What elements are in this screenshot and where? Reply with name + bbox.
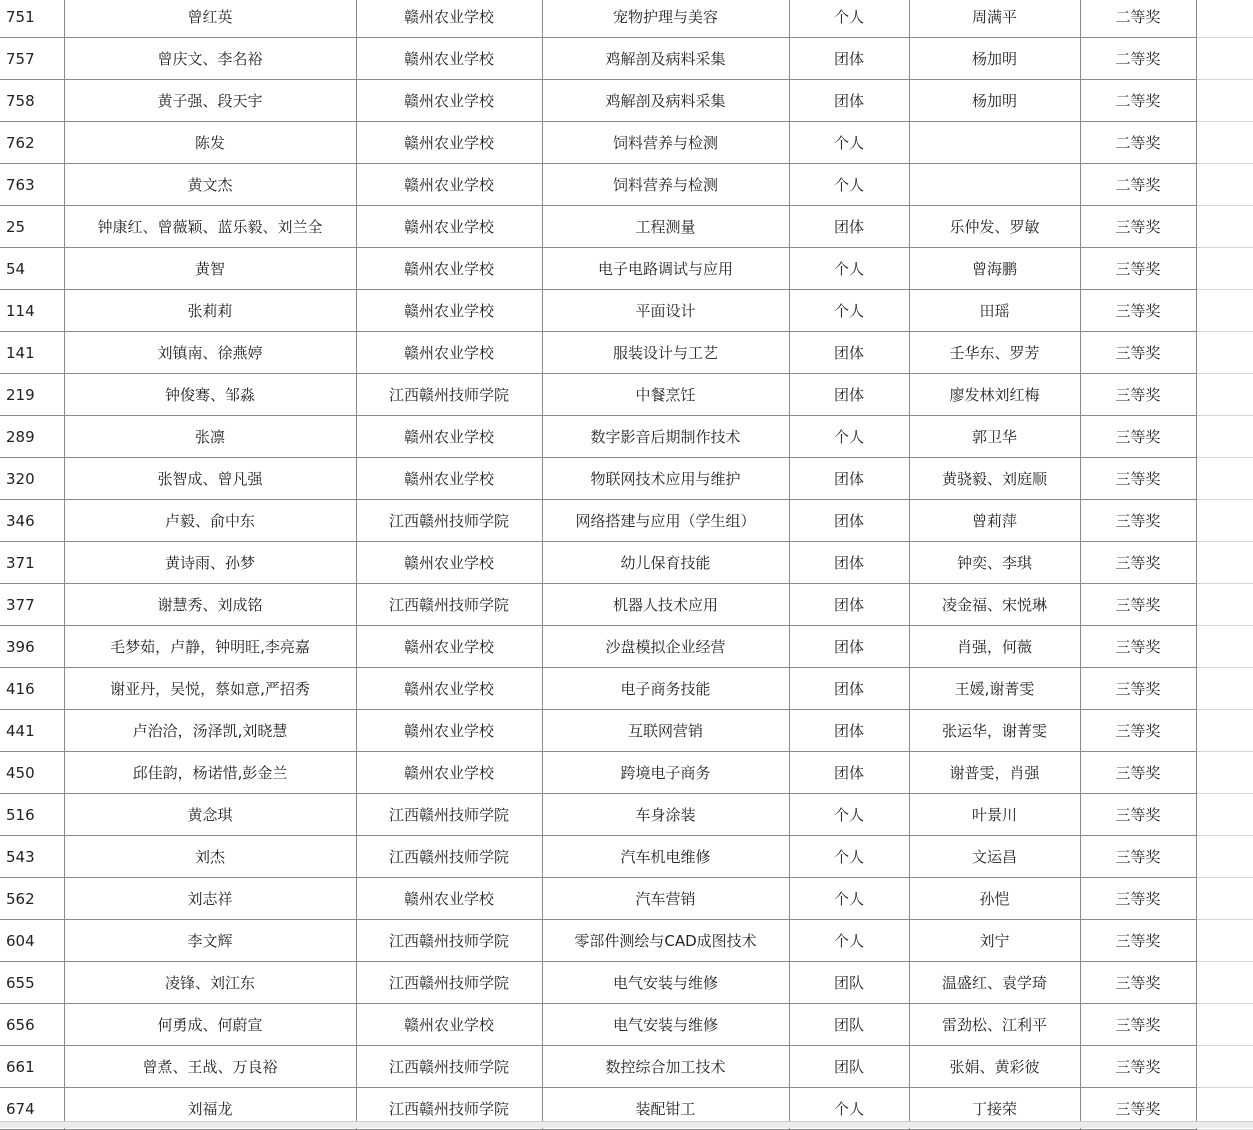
id-cell[interactable]: 604 <box>0 920 64 962</box>
award-cell[interactable]: 三等奖 <box>1080 1004 1196 1046</box>
award-cell[interactable]: 二等奖 <box>1080 164 1196 206</box>
event-cell[interactable]: 鸡解剖及病料采集 <box>542 38 789 80</box>
table-row <box>0 500 1253 542</box>
advisor-cell[interactable]: 孙恺 <box>909 878 1080 920</box>
table-row <box>0 920 1253 962</box>
type-cell[interactable]: 团体 <box>789 500 909 542</box>
empty-cell[interactable] <box>1196 248 1253 290</box>
school-cell[interactable]: 江西赣州技师学院 <box>356 1088 542 1130</box>
advisor-cell[interactable]: 曾海鹏 <box>909 248 1080 290</box>
name-cell[interactable]: 刘杰 <box>64 836 356 878</box>
type-cell[interactable]: 团体 <box>789 626 909 668</box>
advisor-cell[interactable]: 廖发林刘红梅 <box>909 374 1080 416</box>
event-cell[interactable]: 互联网营销 <box>542 710 789 752</box>
empty-cell[interactable] <box>1196 122 1253 164</box>
empty-cell[interactable] <box>1196 920 1253 962</box>
table-row <box>0 542 1253 584</box>
award-cell[interactable]: 三等奖 <box>1080 290 1196 332</box>
event-cell[interactable]: 车身涂装 <box>542 794 789 836</box>
event-cell[interactable]: 幼儿保育技能 <box>542 542 789 584</box>
award-cell[interactable]: 三等奖 <box>1080 542 1196 584</box>
school-cell[interactable]: 赣州农业学校 <box>356 0 542 38</box>
type-cell[interactable]: 团体 <box>789 584 909 626</box>
empty-cell[interactable] <box>1196 1046 1253 1088</box>
name-cell[interactable]: 刘志祥 <box>64 878 356 920</box>
event-cell[interactable]: 饲料营养与检测 <box>542 164 789 206</box>
table-row <box>0 878 1253 920</box>
id-cell[interactable]: 661 <box>0 1046 64 1088</box>
award-cell[interactable]: 三等奖 <box>1080 626 1196 668</box>
id-cell[interactable]: 416 <box>0 668 64 710</box>
award-cell[interactable]: 三等奖 <box>1080 374 1196 416</box>
name-cell[interactable]: 曾红英 <box>64 0 356 38</box>
name-cell[interactable]: 黄智 <box>64 248 356 290</box>
name-cell[interactable]: 谢慧秀、刘成铭 <box>64 584 356 626</box>
school-cell[interactable]: 赣州农业学校 <box>356 878 542 920</box>
award-cell[interactable]: 三等奖 <box>1080 962 1196 1004</box>
advisor-cell[interactable]: 乐仲发、罗敏 <box>909 206 1080 248</box>
award-cell[interactable]: 三等奖 <box>1080 752 1196 794</box>
table-row <box>0 332 1253 374</box>
id-cell[interactable]: 289 <box>0 416 64 458</box>
id-cell[interactable]: 758 <box>0 80 64 122</box>
event-cell[interactable]: 机器人技术应用 <box>542 584 789 626</box>
school-cell[interactable]: 赣州农业学校 <box>356 38 542 80</box>
name-cell[interactable]: 李文辉 <box>64 920 356 962</box>
id-cell[interactable]: 562 <box>0 878 64 920</box>
table-row <box>0 290 1253 332</box>
empty-cell[interactable] <box>1196 794 1253 836</box>
empty-cell[interactable] <box>1196 332 1253 374</box>
advisor-cell[interactable]: 壬华东、罗芳 <box>909 332 1080 374</box>
empty-cell[interactable] <box>1196 1004 1253 1046</box>
advisor-cell[interactable]: 凌金福、宋悦琳 <box>909 584 1080 626</box>
advisor-cell[interactable]: 张娟、黄彩彼 <box>909 1046 1080 1088</box>
table-row <box>0 80 1253 122</box>
advisor-cell[interactable] <box>909 164 1080 206</box>
advisor-cell[interactable]: 谢普雯，肖强 <box>909 752 1080 794</box>
name-cell[interactable]: 卢治洽，汤泽凯,刘晓慧 <box>64 710 356 752</box>
empty-cell[interactable] <box>1196 500 1253 542</box>
name-cell[interactable]: 毛梦茹，卢静，钟明旺,李亮嘉 <box>64 626 356 668</box>
school-cell[interactable]: 赣州农业学校 <box>356 122 542 164</box>
school-cell[interactable]: 赣州农业学校 <box>356 542 542 584</box>
event-cell[interactable]: 宠物护理与美容 <box>542 0 789 38</box>
type-cell[interactable]: 团体 <box>789 374 909 416</box>
id-cell[interactable]: 757 <box>0 38 64 80</box>
type-cell[interactable]: 个人 <box>789 878 909 920</box>
table-row <box>0 584 1253 626</box>
name-cell[interactable]: 张凛 <box>64 416 356 458</box>
school-cell[interactable]: 赣州农业学校 <box>356 1004 542 1046</box>
school-cell[interactable]: 江西赣州技师学院 <box>356 794 542 836</box>
award-cell[interactable]: 三等奖 <box>1080 920 1196 962</box>
name-cell[interactable]: 曾庆文、李名裕 <box>64 38 356 80</box>
type-cell[interactable]: 团体 <box>789 752 909 794</box>
advisor-cell[interactable]: 周满平 <box>909 0 1080 38</box>
advisor-cell[interactable]: 叶景川 <box>909 794 1080 836</box>
empty-cell[interactable] <box>1196 458 1253 500</box>
table-row <box>0 836 1253 878</box>
empty-cell[interactable] <box>1196 38 1253 80</box>
type-cell[interactable]: 团体 <box>789 332 909 374</box>
empty-cell[interactable] <box>1196 416 1253 458</box>
type-cell[interactable]: 团体 <box>789 38 909 80</box>
award-cell[interactable]: 二等奖 <box>1080 38 1196 80</box>
empty-cell[interactable] <box>1196 626 1253 668</box>
type-cell[interactable]: 团体 <box>789 80 909 122</box>
event-cell[interactable]: 网络搭建与应用（学生组） <box>542 500 789 542</box>
table-row <box>0 0 1253 38</box>
award-cell[interactable]: 三等奖 <box>1080 584 1196 626</box>
school-cell[interactable]: 赣州农业学校 <box>356 458 542 500</box>
table-row <box>0 458 1253 500</box>
empty-cell[interactable] <box>1196 0 1253 38</box>
name-cell[interactable]: 凌锋、刘江东 <box>64 962 356 1004</box>
table-row <box>0 164 1253 206</box>
empty-cell[interactable] <box>1196 80 1253 122</box>
type-cell[interactable]: 团体 <box>789 542 909 584</box>
id-cell[interactable]: 450 <box>0 752 64 794</box>
name-cell[interactable]: 黄文杰 <box>64 164 356 206</box>
id-cell[interactable]: 320 <box>0 458 64 500</box>
advisor-cell[interactable]: 杨加明 <box>909 80 1080 122</box>
school-cell[interactable]: 江西赣州技师学院 <box>356 584 542 626</box>
advisor-cell[interactable]: 钟奕、李琪 <box>909 542 1080 584</box>
award-cell[interactable]: 三等奖 <box>1080 248 1196 290</box>
event-cell[interactable]: 汽车机电维修 <box>542 836 789 878</box>
type-cell[interactable]: 个人 <box>789 164 909 206</box>
event-cell[interactable]: 电子商务技能 <box>542 668 789 710</box>
advisor-cell[interactable]: 温盛红、袁学琦 <box>909 962 1080 1004</box>
name-cell[interactable]: 邱佳韵，杨诺惜,彭金兰 <box>64 752 356 794</box>
event-cell[interactable]: 物联网技术应用与维护 <box>542 458 789 500</box>
award-cell[interactable]: 二等奖 <box>1080 80 1196 122</box>
type-cell[interactable]: 个人 <box>789 290 909 332</box>
id-cell[interactable]: 25 <box>0 206 64 248</box>
event-cell[interactable]: 中餐烹饪 <box>542 374 789 416</box>
advisor-cell[interactable]: 黄骁毅、刘庭顺 <box>909 458 1080 500</box>
table-row <box>0 752 1253 794</box>
name-cell[interactable]: 曾煮、王战、万良裕 <box>64 1046 356 1088</box>
award-cell[interactable]: 三等奖 <box>1080 836 1196 878</box>
advisor-cell[interactable]: 王媛,谢菁雯 <box>909 668 1080 710</box>
school-cell[interactable]: 赣州农业学校 <box>356 164 542 206</box>
table-row <box>0 122 1253 164</box>
advisor-cell[interactable]: 文运昌 <box>909 836 1080 878</box>
event-cell[interactable]: 平面设计 <box>542 290 789 332</box>
event-cell[interactable]: 汽车营销 <box>542 878 789 920</box>
name-cell[interactable]: 何勇成、何蔚宣 <box>64 1004 356 1046</box>
advisor-cell[interactable]: 张运华，谢菁雯 <box>909 710 1080 752</box>
table-row <box>0 38 1253 80</box>
table-row <box>0 206 1253 248</box>
name-cell[interactable]: 张智成、曾凡强 <box>64 458 356 500</box>
school-cell[interactable]: 赣州农业学校 <box>356 80 542 122</box>
name-cell[interactable]: 张莉莉 <box>64 290 356 332</box>
name-cell[interactable]: 钟俊骞、邹淼 <box>64 374 356 416</box>
name-cell[interactable]: 黄念琪 <box>64 794 356 836</box>
id-cell[interactable]: 346 <box>0 500 64 542</box>
type-cell[interactable]: 个人 <box>789 920 909 962</box>
event-cell[interactable]: 装配钳工 <box>542 1088 789 1130</box>
school-cell[interactable]: 江西赣州技师学院 <box>356 962 542 1004</box>
empty-cell[interactable] <box>1196 668 1253 710</box>
award-cell[interactable]: 三等奖 <box>1080 500 1196 542</box>
table-row <box>0 668 1253 710</box>
event-cell[interactable]: 数字影音后期制作技术 <box>542 416 789 458</box>
empty-cell[interactable] <box>1196 836 1253 878</box>
school-cell[interactable]: 赣州农业学校 <box>356 710 542 752</box>
table-row <box>0 794 1253 836</box>
empty-cell[interactable] <box>1196 542 1253 584</box>
name-cell[interactable]: 刘福龙 <box>64 1088 356 1130</box>
id-cell[interactable]: 543 <box>0 836 64 878</box>
award-cell[interactable]: 三等奖 <box>1080 794 1196 836</box>
award-cell[interactable]: 二等奖 <box>1080 122 1196 164</box>
event-cell[interactable]: 工程测量 <box>542 206 789 248</box>
type-cell[interactable]: 个人 <box>789 794 909 836</box>
event-cell[interactable]: 数控综合加工技术 <box>542 1046 789 1088</box>
advisor-cell[interactable]: 郭卫华 <box>909 416 1080 458</box>
empty-cell[interactable] <box>1196 290 1253 332</box>
type-cell[interactable]: 个人 <box>789 416 909 458</box>
table-row <box>0 1046 1253 1088</box>
award-cell[interactable]: 三等奖 <box>1080 458 1196 500</box>
table-row <box>0 710 1253 752</box>
table-row <box>0 248 1253 290</box>
id-cell[interactable]: 751 <box>0 0 64 38</box>
name-cell[interactable]: 钟康红、曾薇颖、蓝乐毅、刘兰全 <box>64 206 356 248</box>
type-cell[interactable]: 个人 <box>789 1088 909 1130</box>
award-cell[interactable]: 三等奖 <box>1080 1046 1196 1088</box>
id-cell[interactable]: 396 <box>0 626 64 668</box>
table-row <box>0 374 1253 416</box>
event-cell[interactable]: 电子电路调试与应用 <box>542 248 789 290</box>
id-cell[interactable]: 763 <box>0 164 64 206</box>
type-cell[interactable]: 个人 <box>789 0 909 38</box>
school-cell[interactable]: 赣州农业学校 <box>356 248 542 290</box>
award-cell[interactable]: 三等奖 <box>1080 668 1196 710</box>
event-cell[interactable]: 沙盘模拟企业经营 <box>542 626 789 668</box>
empty-cell[interactable] <box>1196 752 1253 794</box>
empty-cell[interactable] <box>1196 206 1253 248</box>
empty-cell[interactable] <box>1196 164 1253 206</box>
event-cell[interactable]: 零部件测绘与CAD成图技术 <box>542 920 789 962</box>
advisor-cell[interactable]: 刘宁 <box>909 920 1080 962</box>
table-row <box>0 626 1253 668</box>
empty-cell[interactable] <box>1196 962 1253 1004</box>
school-cell[interactable]: 江西赣州技师学院 <box>356 920 542 962</box>
type-cell[interactable]: 团体 <box>789 458 909 500</box>
event-cell[interactable]: 跨境电子商务 <box>542 752 789 794</box>
award-cell[interactable]: 二等奖 <box>1080 0 1196 38</box>
id-cell[interactable]: 371 <box>0 542 64 584</box>
type-cell[interactable]: 团体 <box>789 710 909 752</box>
type-cell[interactable]: 团队 <box>789 962 909 1004</box>
advisor-cell[interactable]: 肖强，何薇 <box>909 626 1080 668</box>
advisor-cell[interactable]: 丁接荣 <box>909 1088 1080 1130</box>
id-cell[interactable]: 674 <box>0 1088 64 1130</box>
type-cell[interactable]: 团队 <box>789 1046 909 1088</box>
award-cell[interactable]: 三等奖 <box>1080 1088 1196 1130</box>
award-cell[interactable]: 三等奖 <box>1080 206 1196 248</box>
id-cell[interactable]: 377 <box>0 584 64 626</box>
event-cell[interactable]: 服装设计与工艺 <box>542 332 789 374</box>
event-cell[interactable]: 鸡解剖及病料采集 <box>542 80 789 122</box>
school-cell[interactable]: 赣州农业学校 <box>356 668 542 710</box>
empty-cell[interactable] <box>1196 584 1253 626</box>
name-cell[interactable]: 陈发 <box>64 122 356 164</box>
school-cell[interactable]: 赣州农业学校 <box>356 290 542 332</box>
award-cell[interactable]: 三等奖 <box>1080 332 1196 374</box>
school-cell[interactable]: 赣州农业学校 <box>356 332 542 374</box>
advisor-cell[interactable]: 雷劲松、江利平 <box>909 1004 1080 1046</box>
table-row <box>0 416 1253 458</box>
school-cell[interactable]: 赣州农业学校 <box>356 416 542 458</box>
advisor-cell[interactable]: 杨加明 <box>909 38 1080 80</box>
event-cell[interactable]: 饲料营养与检测 <box>542 122 789 164</box>
school-cell[interactable]: 江西赣州技师学院 <box>356 1046 542 1088</box>
school-cell[interactable]: 赣州农业学校 <box>356 206 542 248</box>
type-cell[interactable]: 团体 <box>789 668 909 710</box>
table-row <box>0 1004 1253 1046</box>
advisor-cell[interactable]: 曾莉萍 <box>909 500 1080 542</box>
id-cell[interactable]: 655 <box>0 962 64 1004</box>
school-cell[interactable]: 江西赣州技师学院 <box>356 836 542 878</box>
school-cell[interactable]: 江西赣州技师学院 <box>356 500 542 542</box>
name-cell[interactable]: 黄子强、段天宇 <box>64 80 356 122</box>
advisor-cell[interactable]: 田瑶 <box>909 290 1080 332</box>
school-cell[interactable]: 赣州农业学校 <box>356 752 542 794</box>
school-cell[interactable]: 江西赣州技师学院 <box>356 374 542 416</box>
event-cell[interactable]: 电气安装与维修 <box>542 1004 789 1046</box>
id-cell[interactable]: 441 <box>0 710 64 752</box>
empty-cell[interactable] <box>1196 878 1253 920</box>
award-cell[interactable]: 三等奖 <box>1080 878 1196 920</box>
id-cell[interactable]: 656 <box>0 1004 64 1046</box>
event-cell[interactable]: 电气安装与维修 <box>542 962 789 1004</box>
type-cell[interactable]: 个人 <box>789 836 909 878</box>
id-cell[interactable]: 114 <box>0 290 64 332</box>
award-cell[interactable]: 三等奖 <box>1080 416 1196 458</box>
name-cell[interactable]: 黄诗雨、孙梦 <box>64 542 356 584</box>
type-cell[interactable]: 团队 <box>789 1004 909 1046</box>
type-cell[interactable]: 团体 <box>789 206 909 248</box>
advisor-cell[interactable] <box>909 122 1080 164</box>
table-row <box>0 962 1253 1004</box>
empty-cell[interactable] <box>1196 710 1253 752</box>
id-cell[interactable]: 516 <box>0 794 64 836</box>
type-cell[interactable]: 个人 <box>789 122 909 164</box>
empty-cell[interactable] <box>1196 374 1253 416</box>
id-cell[interactable]: 141 <box>0 332 64 374</box>
name-cell[interactable]: 刘镇南、徐燕婷 <box>64 332 356 374</box>
id-cell[interactable]: 762 <box>0 122 64 164</box>
name-cell[interactable]: 卢毅、俞中东 <box>64 500 356 542</box>
id-cell[interactable]: 54 <box>0 248 64 290</box>
type-cell[interactable]: 个人 <box>789 248 909 290</box>
name-cell[interactable]: 谢亚丹，吴悦，蔡如意,严招秀 <box>64 668 356 710</box>
id-cell[interactable]: 219 <box>0 374 64 416</box>
school-cell[interactable]: 赣州农业学校 <box>356 626 542 668</box>
award-cell[interactable]: 三等奖 <box>1080 710 1196 752</box>
